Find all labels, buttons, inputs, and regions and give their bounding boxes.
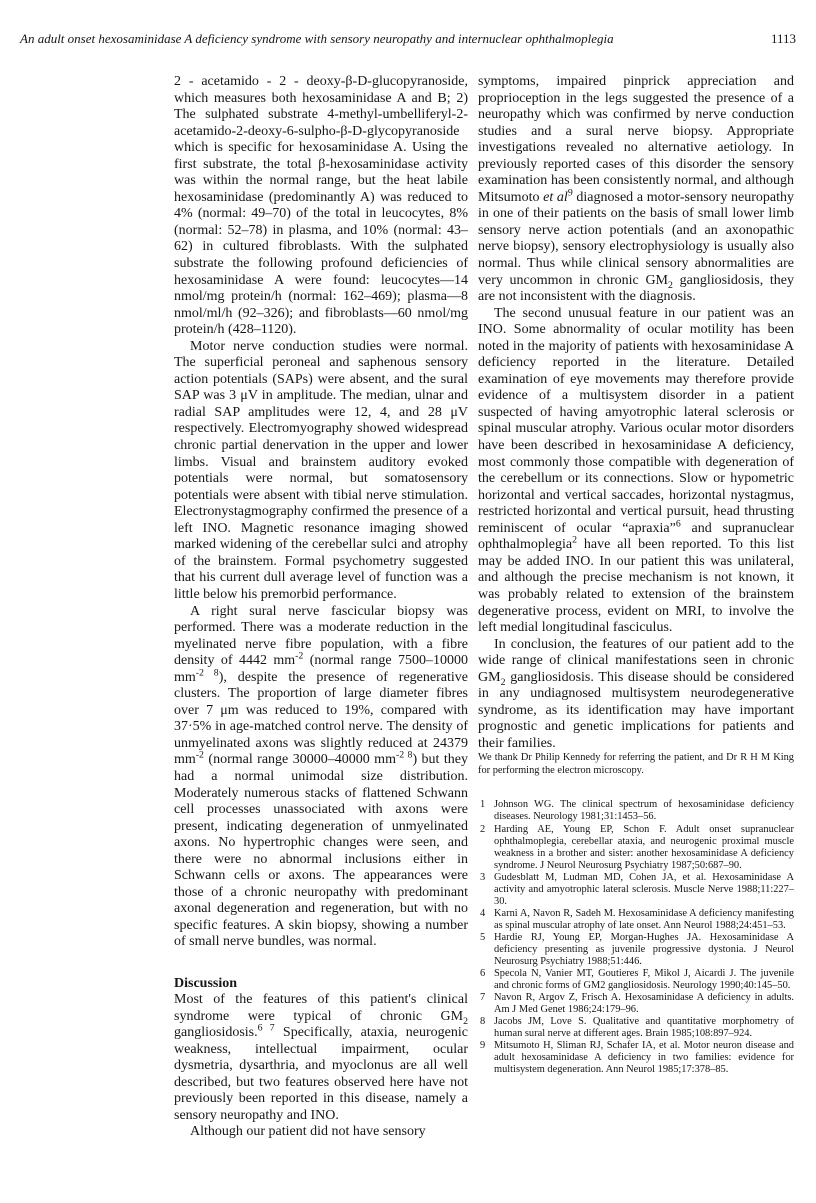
reference-text: Mitsumoto H, Sliman RJ, Schafer IA, et al. Motor neuron disease and adult hexosaminidase A deficiency in two families: evidence for multisystem degeneration. Ann Neurol 1985;17:378–85. bbox=[494, 1040, 794, 1076]
running-head bbox=[20, 28, 796, 50]
text-run: In conclusion, the features of our patient add to the wide range of clinical manifestations seen in chronic GM bbox=[478, 636, 794, 685]
reference-number: 6 bbox=[480, 968, 486, 980]
text-run: gangliosidosis, they are not inconsistent with the diagnosis. bbox=[478, 272, 794, 305]
reference-number: 8 bbox=[480, 1016, 486, 1028]
reference-item bbox=[478, 1040, 794, 1076]
paragraph-sensory-neuropathy bbox=[478, 74, 794, 306]
reference-number: 1 bbox=[480, 799, 486, 811]
right-column bbox=[478, 74, 794, 1077]
reference-number: 5 bbox=[480, 931, 486, 943]
reference-item bbox=[478, 908, 794, 932]
superscript: 2 bbox=[572, 534, 577, 546]
acknowledgements: We thank Dr Philip Kennedy for referring the patient, and Dr R H M King for performing the electron microscopy. bbox=[478, 752, 794, 776]
page-number: 1113 bbox=[770, 31, 796, 46]
text-run: Specifically, ataxia, neurogenic weakness, intellectual impairment, ocular dysmetria, dysarthria, and myoclonus are all well described, but two features observed here have not previously been reported in this disease, namely a sensory neuropathy and INO. bbox=[174, 1025, 468, 1123]
paragraph-conclusion bbox=[478, 637, 794, 753]
section-heading-discussion: Discussion bbox=[174, 975, 238, 991]
superscript: -2 bbox=[295, 650, 304, 662]
text-run: symptoms, impaired pinprick appreciation and proprioception in the legs suggested the presence of a neuropathy which was confirmed by nerve conduction studies and a sural nerve biopsy. Appropriate investigations revealed no alternative aetiology. In previously reported cases of this disorder the sensory examination has been consistently normal, and although Mitsumoto bbox=[478, 74, 794, 205]
reference-number: 2 bbox=[480, 823, 486, 835]
subscript: 2 bbox=[668, 279, 673, 291]
superscript: -2 bbox=[195, 749, 204, 761]
reference-item bbox=[478, 872, 794, 908]
reference-text: Gudesblatt M, Ludman MD, Cohen JA, et al. Hexosaminidase A activity and amyotrophic lateral sclerosis. Muscle Nerve 1988;11:227–30. bbox=[494, 871, 794, 907]
reference-item bbox=[478, 992, 794, 1016]
text-run: gangliosidosis. bbox=[174, 1025, 258, 1041]
reference-item bbox=[478, 824, 794, 872]
reference-item bbox=[478, 1016, 794, 1040]
paragraph-discussion-features bbox=[174, 992, 468, 1124]
reference-number: 7 bbox=[480, 992, 486, 1004]
reference-item bbox=[478, 799, 794, 823]
text-run: diagnosed a motor-sensory neuropathy in one of their patients on the basis of small lower limb sensory nerve action potentials (and an axonopathic nerve biopsy), sensory electrophysiology is usually also normal. Thus while clinical sensory abnormalities are very uncommon in chronic GM bbox=[478, 189, 794, 288]
superscript: 6 7 bbox=[257, 1022, 275, 1034]
reference-text: Navon R, Argov Z, Frisch A. Hexosaminidase A deficiency in adults. Am J Med Genet 1986;24:179–96. bbox=[494, 992, 794, 1016]
text-run: have all been reported. To this list may be added INO. In our patient this was unilateral, and although the precise mechanism is not known, it was probably related to extension of the brainstem degenerative process, evident on MRI, to involve the left medial longitudinal fasciculus. bbox=[478, 537, 794, 636]
paragraph-sensory-start: Although our patient did not have sensory bbox=[190, 1124, 426, 1140]
reference-text: Hardie RJ, Young EP, Morgan-Hughes JA. Hexosaminidase A deficiency presenting as juvenile progressive dystonia. J Neurol Neurosurg Psychiatry 1988;51:446. bbox=[494, 931, 794, 968]
reference-number: 9 bbox=[480, 1040, 486, 1052]
text-run: ), despite the presence of regenerative clusters. The proportion of large diameter fibres over 7 μm was reduced to 19%, compared with 37·5% in age-matched control nerve. The density of unmyelinated axons was slightly reduced at 24379 mm bbox=[174, 669, 468, 768]
reference-text: Specola N, Vanier MT, Goutieres F, Mikol J, Aicardi J. The juvenile and chronic forms of GM2 gangliosidosis. Neurology 1990;40:145–50. bbox=[494, 968, 794, 992]
text-run: The second unusual feature in our patient was an INO. Some abnormality of ocular motility has been noted in the majority of patients with hexosaminidase A deficiency reported in the literature. Detailed examination of eye movements may therefore provide evidence of a multisystem disorder in a patient suspected of having amyotrophic lateral sclerosis or spinal muscular atrophy. Various ocular motor disorders have been described in hexosaminidase A deficiency, most commonly those compatible with degeneration of the cerebellum or its connections. Slow or hypometric horizontal and vertical saccades, horizontal nystagmus, restricted horizontal and vertical pursuit, head thrusting reminiscent of ocular “apraxia” bbox=[478, 305, 794, 536]
text-run: gangliosidosis. This disease should be considered in any undiagnosed multisystem neurodegenerative syndrome, as its identification may have important prognostic and genetic implications for patients and their families. bbox=[478, 669, 794, 751]
reference-number: 4 bbox=[480, 907, 486, 919]
paragraph-enzyme-assay: 2 - acetamido - 2 - deoxy-β-D-glucopyranoside, which measures both hexosaminidase A and B; 2) The sulphated substrate 4-methyl-umbelliferyl-2-acetamido-2-deoxy-6-sulpho-β-D-glycopyranoside which is specific for hexosaminidase A. Using the first substrate, the total β-hexosaminidase activity was within the normal range, but the heat labile hexosaminidase (predominantly A) was reduced to 4% (normal: 49–70) of the total in leucocytes, 8% (normal: 52–78) in plasma, and 10% (normal: 43–62) in cultured fibroblasts. With the sulphated substrate the following profound deficiencies of hexosaminidase A were found: leucocytes—14 nmol/mg protein/h (normal: 162–469); plasma—8 nmol/ml/h (92–326); and fibroblasts—60 nmol/mg protein/h (428–1120). bbox=[174, 74, 468, 338]
subscript: 2 bbox=[463, 1015, 468, 1027]
reference-text: Karni A, Navon R, Sadeh M. Hexosaminidase A deficiency manifesting as spinal muscular atrophy of late onset. Ann Neurol 1988;24:451–53. bbox=[494, 907, 794, 931]
text-run: (normal range 30000–40000 mm bbox=[203, 752, 396, 768]
text-run: (normal range 7500–10000 mm bbox=[174, 653, 468, 685]
superscript: 6 bbox=[675, 518, 681, 530]
left-column bbox=[174, 74, 468, 1141]
reference-item bbox=[478, 968, 794, 992]
text-run: and supranuclear ophthalmoplegia bbox=[478, 520, 794, 553]
reference-item bbox=[478, 932, 794, 968]
reference-text: Jacobs JM, Love S. Qualitative and quantitative morphometry of human sural nerve at different ages. Brain 1985;108:897–924. bbox=[494, 1016, 794, 1040]
text-run: A right sural nerve fascicular biopsy was performed. There was a moderate reduction in the myelinated nerve fibre population, with a fibre density of 4442 mm bbox=[174, 603, 468, 669]
reference-list bbox=[478, 799, 794, 1076]
reference-number: 3 bbox=[480, 871, 486, 883]
paragraph-ino bbox=[478, 306, 794, 637]
superscript: -2 8 bbox=[195, 667, 219, 679]
subscript: 2 bbox=[500, 676, 506, 688]
text-run: ) but they had a normal unimodal size distribution. Moderately numerous stacks of flattened Schwann cell processes unassociated with axons were present, indicating degeneration of unmyelinated axons. No hypertrophic changes were seen, and there were no abnormal inclusions either in Schwann cells or axons. The appearances were those of a chronic neuropathy with predominant axonal degeneration and regeneration, but with no specific features. A skin biopsy, showing a number of small nerve bundles, was normal. bbox=[174, 752, 469, 950]
running-head-title: An adult onset hexosaminidase A deficiency syndrome with sensory neuropathy and internuclear ophthalmoplegia bbox=[20, 31, 614, 46]
reference-text: Harding AE, Young EP, Schon F. Adult onset supranuclear ophthalmoplegia, cerebellar ataxia, and neurogenic proximal muscle weakness in a brother and sister: another hexosaminidase A deficiency syndrome. J Neurol Neurosurg Psychiatry 1987;50:687–90. bbox=[494, 823, 794, 871]
reference-text: Johnson WG. The clinical spectrum of hexosaminidase deficiency diseases. Neurology 1981;31:1453–56. bbox=[494, 799, 794, 823]
superscript: -2 8 bbox=[395, 749, 413, 761]
superscript: 9 bbox=[567, 187, 573, 199]
italic-text: et al bbox=[543, 189, 568, 205]
paragraph-sural-biopsy bbox=[174, 604, 468, 951]
text-run: Most of the features of this patient's clinical syndrome were typical of chronic GM bbox=[174, 991, 468, 1024]
paragraph-nerve-conduction: Motor nerve conduction studies were normal. The superficial peroneal and saphenous sensory action potentials (SAPs) were absent, and the sural SAP was 3 μV in amplitude. The median, ulnar and radial SAP amplitudes were 12, 4, and 28 μV respectively. Electromyography showed widespread chronic partial denervation in the upper and lower limbs. Visual and brainstem auditory evoked potentials were normal, but somatosensory potentials were absent with tibial nerve stimulation. Electronystagmography confirmed the presence of a left INO. Magnetic resonance imaging showed marked widening of the cerebellar sulci and atrophy of the brainstem. Formal psychometry suggested that his current dull average level of function was a little below his premorbid performance. bbox=[174, 338, 468, 602]
